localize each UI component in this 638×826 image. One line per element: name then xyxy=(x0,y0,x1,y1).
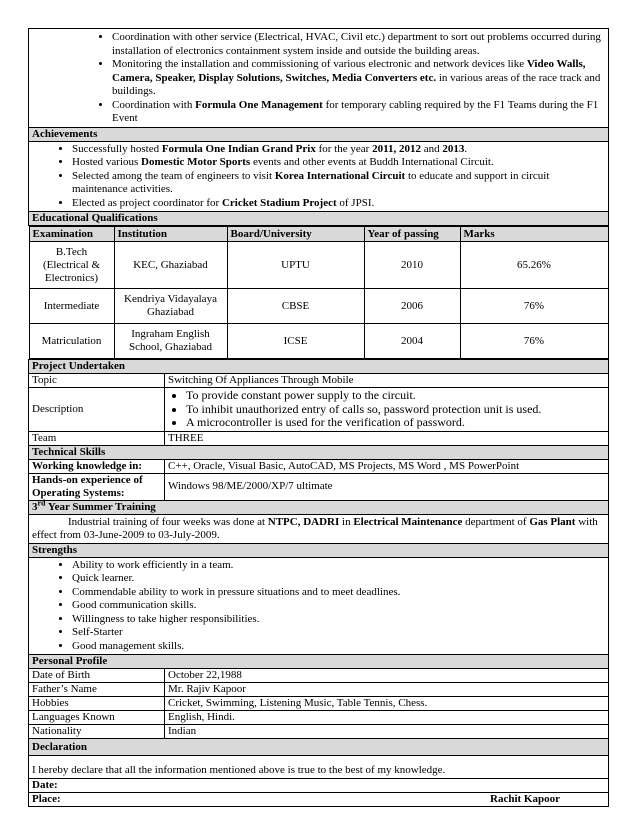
table-cell: ICSE xyxy=(227,324,364,359)
list-item: • Commendable ability to work in pressure situations and to meet deadlines. xyxy=(72,586,605,600)
list-item: • Elected as project coordinator for Cricket Stadium Project of JPSI. xyxy=(72,197,605,211)
profile-label: Nationality xyxy=(29,725,165,739)
section-heading-education: Educational Qualifications xyxy=(29,212,609,226)
column-header: Year of passing xyxy=(364,227,460,242)
list-item: • Self-Starter xyxy=(72,626,605,640)
table-cell: 76% xyxy=(460,324,608,359)
profile-value: Indian xyxy=(165,725,609,739)
table-cell: Matriculation xyxy=(29,324,114,359)
table-cell: UPTU xyxy=(227,242,364,289)
strengths-list xyxy=(32,559,605,654)
table-cell: Ingraham English School, Ghaziabad xyxy=(114,324,227,359)
place-row xyxy=(29,793,609,807)
profile-value: October 22,1988 xyxy=(165,669,609,683)
section-heading-skills: Technical Skills xyxy=(29,445,609,459)
declaration-text: I hereby declare that all the information mentioned above is true to the best of my knowledge. xyxy=(29,756,609,779)
table-row xyxy=(29,725,609,739)
description-label: Description xyxy=(29,388,165,432)
table-cell: 2006 xyxy=(364,289,460,324)
table-row xyxy=(29,242,608,289)
table-cell: 2004 xyxy=(364,324,460,359)
column-header: Board/University xyxy=(227,227,364,242)
list-item: • Ability to work efficiently in a team. xyxy=(72,559,605,573)
profile-label: Languages Known xyxy=(29,711,165,725)
working-knowledge-label: Working knowledge in: xyxy=(29,459,165,473)
description-list xyxy=(168,389,605,430)
achievements-list xyxy=(32,143,605,211)
table-cell: KEC, Ghaziabad xyxy=(114,242,227,289)
list-item: • To inhibit unauthorized entry of calls so, password protection unit is used. xyxy=(186,403,605,417)
date-label: Date: xyxy=(29,779,609,793)
education-table xyxy=(29,226,609,359)
list-item: • Coordination with other service (Electrical, HVAC, Civil etc.) department to sort out problems occurred during installation of electronics containment system inside and outside the building areas. xyxy=(112,31,605,58)
list-item: • To provide constant power supply to the circuit. xyxy=(186,389,605,403)
os-value: Windows 98/ME/2000/XP/7 ultimate xyxy=(165,473,609,500)
os-label: Hands-on experience of Operating Systems: xyxy=(29,473,165,500)
table-row xyxy=(29,324,608,359)
list-item: • Willingness to take higher responsibilities. xyxy=(72,613,605,627)
list-item: • Monitoring the installation and commissioning of various electronic and network devices like Video Walls, Camera, Speaker, Display Solutions, Switches, Media Converters etc. in various areas of the race track and buildings. xyxy=(112,58,605,99)
resume-table xyxy=(28,28,609,807)
table-cell: B.Tech (Electrical & Electronics) xyxy=(29,242,114,289)
section-heading-project: Project Undertaken xyxy=(29,360,609,374)
topic-value: Switching Of Appliances Through Mobile xyxy=(165,374,609,388)
table-row xyxy=(29,697,609,711)
profile-value: English, Hindi. xyxy=(165,711,609,725)
topic-label: Topic xyxy=(29,374,165,388)
section-heading-profile: Personal Profile xyxy=(29,655,609,669)
table-cell: 65.26% xyxy=(460,242,608,289)
list-item: • Quick learner. xyxy=(72,572,605,586)
list-item: • Selected among the team of engineers to visit Korea International Circuit to educate and support in circuit maintenance activities. xyxy=(72,170,605,197)
list-item: • Hosted various Domestic Motor Sports events and other events at Buddh International Circuit. xyxy=(72,156,605,170)
list-item: • Good management skills. xyxy=(72,640,605,654)
responsibility-list xyxy=(32,31,605,126)
table-cell: CBSE xyxy=(227,289,364,324)
team-label: Team xyxy=(29,431,165,445)
signature-name: Rachit Kapoor xyxy=(490,793,560,805)
column-header: Institution xyxy=(114,227,227,242)
training-text: Industrial training of four weeks was done at NTPC, DADRI in Electrical Maintenance department of Gas Plant with effect from 03-June-2009 to 03-July-2009. xyxy=(29,514,609,543)
table-cell: 2010 xyxy=(364,242,460,289)
place-label: Place: xyxy=(32,793,61,805)
resume-page xyxy=(28,28,609,807)
section-heading-declaration: Declaration xyxy=(29,739,609,756)
table-cell: 76% xyxy=(460,289,608,324)
profile-label: Hobbies xyxy=(29,697,165,711)
table-row xyxy=(29,669,609,683)
column-header: Marks xyxy=(460,227,608,242)
profile-label: Father’s Name xyxy=(29,683,165,697)
table-cell: Intermediate xyxy=(29,289,114,324)
column-header: Examination xyxy=(29,227,114,242)
profile-value: Mr. Rajiv Kapoor xyxy=(165,683,609,697)
section-heading-training: 3rd Year Summer Training xyxy=(29,500,609,514)
profile-value: Cricket, Swimming, Listening Music, Table Tennis, Chess. xyxy=(165,697,609,711)
list-item: • Good communication skills. xyxy=(72,599,605,613)
list-item: • A microcontroller is used for the verification of password. xyxy=(186,416,605,430)
table-row xyxy=(29,683,609,697)
list-item: • Successfully hosted Formula One Indian Grand Prix for the year 2011, 2012 and 2013. xyxy=(72,143,605,157)
section-heading-strengths: Strengths xyxy=(29,543,609,557)
team-value: THREE xyxy=(165,431,609,445)
table-row xyxy=(29,289,608,324)
working-knowledge-value: C++, Oracle, Visual Basic, AutoCAD, MS Projects, MS Word , MS PowerPoint xyxy=(165,459,609,473)
table-row xyxy=(29,711,609,725)
education-header-row xyxy=(29,227,608,242)
profile-label: Date of Birth xyxy=(29,669,165,683)
section-heading-achievements: Achievements xyxy=(29,127,609,141)
list-item: • Coordination with Formula One Management for temporary cabling required by the F1 Teams during the F1 Event xyxy=(112,99,605,126)
table-cell: Kendriya Vidayalaya Ghaziabad xyxy=(114,289,227,324)
